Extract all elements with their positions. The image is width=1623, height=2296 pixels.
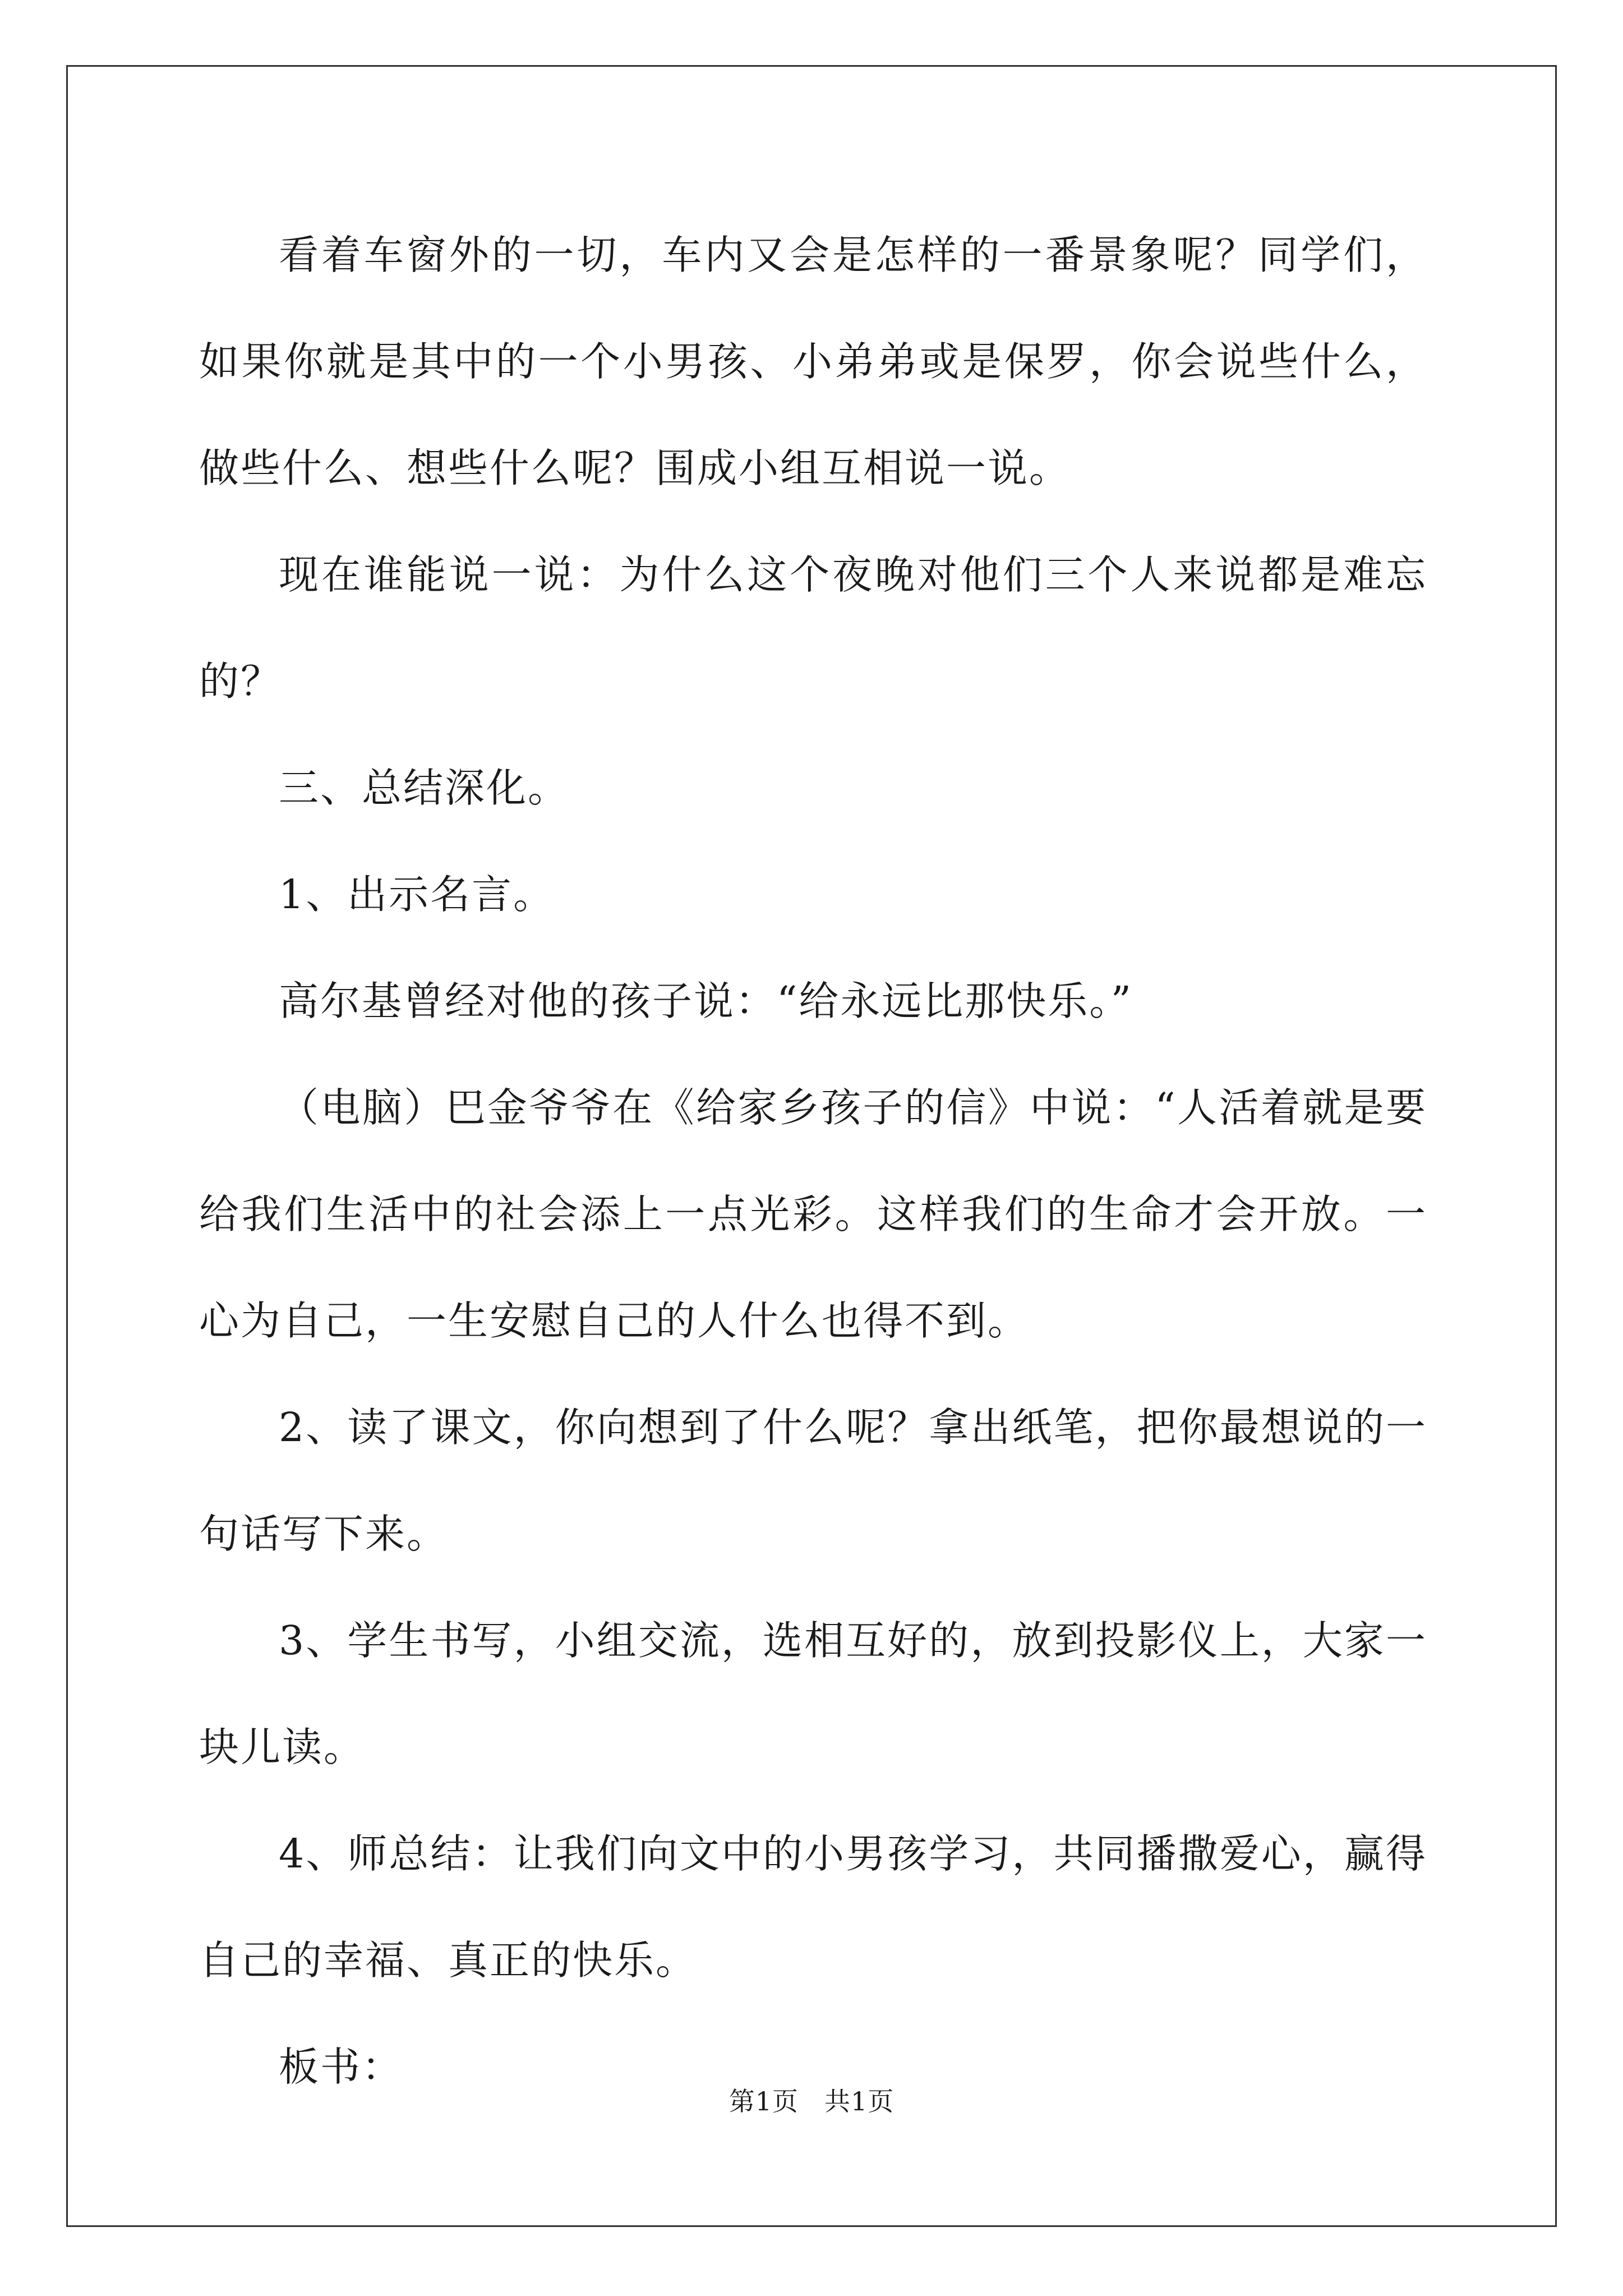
page-footer [0,2085,1623,2118]
quote-paragraph: 高尔基曾经对他的孩子说：“给永远比那快乐。” [279,978,1133,1024]
list-item: 3、学生书写，小组交流，选相互好的，放到投影仪上，大家一块儿读。 [199,1617,1427,1770]
quote-paragraph: （电脑）巴金爷爷在《给家乡孩子的信》中说：“人活着就是要给我们生活中的社会添上一点光彩。这样我们的生命才会开放。一心为自己，一生安慰自己的人什么也得不到。 [199,1084,1427,1344]
paragraph: 看着车窗外的一切，车内又会是怎样的一番景象呢？同学们，如果你就是其中的一个小男孩、小弟弟或是保罗，你会说些什么，做些什么、想些什么呢？围成小组互相说一说。 [199,232,1427,491]
list-item: 4、师总结：让我们向文中的小男孩学习，共同播撒爱心，赢得自己的幸福、真正的快乐。 [199,1830,1427,1984]
page-total: 共1页 [824,2086,895,2116]
paragraph: 现在谁能说一说：为什么这个夜晚对他们三个人来说都是难忘的？ [199,551,1427,705]
document-body [199,202,1427,2120]
list-item: 2、读了课文，你向想到了什么呢？拿出纸笔，把你最想说的一句话写下来。 [199,1404,1427,1557]
page-number: 第1页 [728,2086,799,2116]
board-writing-label: 板书： [279,2044,404,2090]
list-item: 1、出示名言。 [279,871,555,918]
section-heading: 三、总结深化。 [279,765,570,811]
